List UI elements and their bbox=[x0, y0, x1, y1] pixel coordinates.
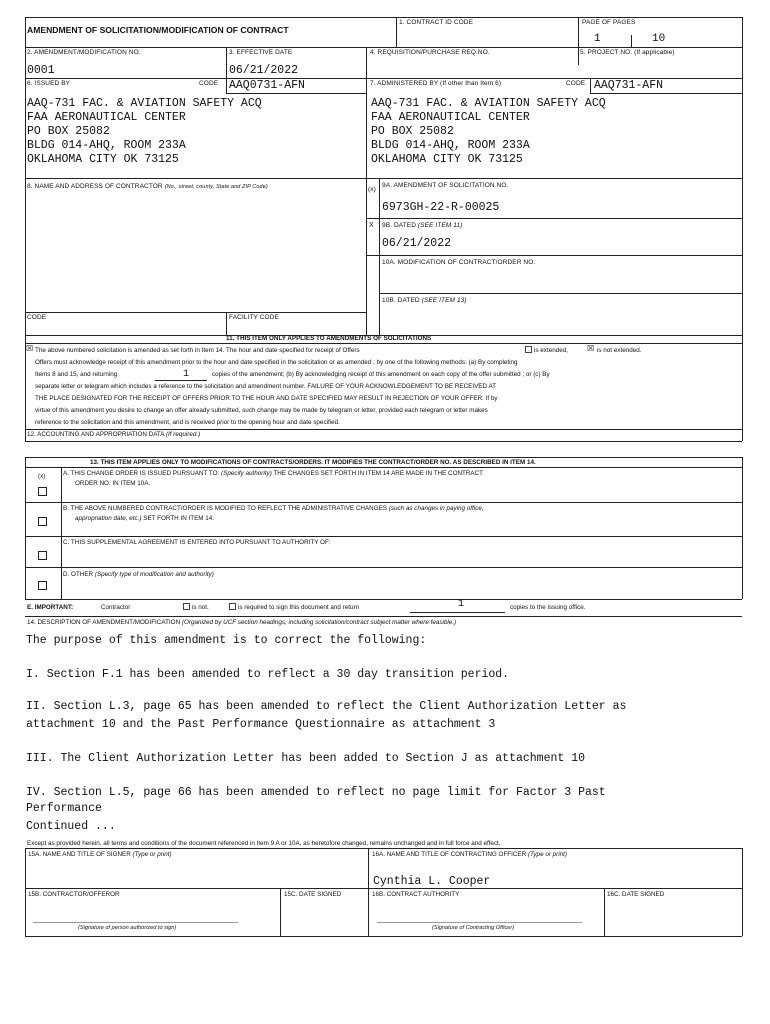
description-line: I. Section F.1 has been amended to reflect a 30 day transition period. bbox=[26, 668, 510, 681]
rule bbox=[226, 93, 366, 94]
amendment-no: 0001 bbox=[27, 64, 55, 77]
administered-by-line: PO BOX 25082 bbox=[371, 125, 454, 138]
rule bbox=[226, 47, 227, 93]
item11-line: reference to the solicitation and this amendment, and is received prior to the opening hour and date specified. bbox=[35, 419, 340, 426]
rule bbox=[379, 178, 380, 335]
option-a-authority-note: (Specify authority) bbox=[221, 470, 272, 477]
rule bbox=[742, 335, 743, 441]
option-c-line: C. THIS SUPPLEMENTAL AGREEMENT IS ENTERED INTO PURSUANT TO AUTHORITY OF: bbox=[63, 539, 331, 546]
officer-note: (Type or print) bbox=[527, 851, 568, 858]
option-a-line: A. THIS CHANGE ORDER IS ISSUED PURSUANT TO: (Specify authority) THE CHANGES SET FORTH IN ITEM 14 ARE MADE IN THE CONTRACT bbox=[63, 470, 484, 477]
rule bbox=[631, 35, 632, 47]
issued-by-code: AAQ0731-AFN bbox=[229, 79, 305, 92]
signer-note: (Type or print) bbox=[132, 851, 172, 858]
option-c-checkbox[interactable] bbox=[38, 551, 47, 560]
rule bbox=[25, 936, 742, 937]
rule bbox=[366, 255, 742, 256]
return-copies-count: 1 bbox=[458, 599, 465, 610]
rule bbox=[25, 312, 366, 313]
signature-person-caption: (Signature of person authorized to sign) bbox=[78, 925, 177, 931]
rule bbox=[25, 848, 26, 936]
officer-name: Cynthia L. Cooper bbox=[373, 875, 491, 888]
date-signed-15c-label: 15C. DATE SIGNED bbox=[284, 891, 342, 898]
return-copies-underline bbox=[410, 612, 505, 613]
accounting-label: 12. ACCOUNTING AND APPROPRIATION DATA (If required.) bbox=[27, 431, 201, 438]
page-of-pages-label: PAGE OF PAGES bbox=[582, 19, 636, 26]
item11-checkbox-amended[interactable]: ☒ bbox=[26, 344, 34, 353]
option-b-line: B. THE ABOVE NUMBERED CONTRACT/ORDER IS MODIFIED TO REFLECT THE ADMINISTRATIVE CHANGES (such as changes in paying office, bbox=[63, 505, 484, 512]
rule bbox=[742, 457, 743, 599]
rule bbox=[25, 848, 742, 849]
rule bbox=[379, 293, 742, 294]
signature-officer-caption: (Signature of Contracting Officer) bbox=[432, 925, 515, 931]
amendment-solicitation-label: 9A. AMENDMENT OF SOLICITATION NO. bbox=[382, 182, 509, 189]
rule bbox=[25, 457, 26, 599]
rule bbox=[25, 429, 742, 430]
is-not-checkbox[interactable] bbox=[183, 603, 190, 610]
rule bbox=[578, 17, 579, 65]
important-label: E. IMPORTANT: bbox=[27, 604, 74, 611]
date-signed-16c-label: 16C. DATE SIGNED bbox=[607, 891, 665, 898]
amendment-no-label: 2. AMENDMENT/MODIFICATION NO. bbox=[27, 49, 141, 56]
rule bbox=[25, 536, 742, 537]
description-label: 14. DESCRIPTION OF AMENDMENT/MODIFICATION (Organized by UCF section headings, including solicitation/contract subject matter where feasible.) bbox=[27, 619, 457, 626]
page-number: 1 bbox=[594, 33, 601, 45]
item11-line: Offers must acknowledge receipt of this amendment prior to the hour and date specified in the solicitation or as amended , by one of the following methods: (a) By completing bbox=[35, 359, 518, 366]
facility-code-label: FACILITY CODE bbox=[229, 314, 279, 321]
rule bbox=[25, 567, 742, 568]
copies-count: 1 bbox=[183, 369, 190, 380]
issued-by-line: AAQ-731 FAC. & AVIATION SAFETY ACQ bbox=[27, 97, 262, 110]
item11-line: Items 8 and 15, and returning bbox=[35, 371, 118, 378]
rule bbox=[280, 888, 281, 936]
form-title: AMENDMENT OF SOLICITATION/MODIFICATION OF CONTRACT bbox=[27, 25, 289, 35]
accounting-note: (If required.) bbox=[165, 431, 201, 438]
rule bbox=[25, 17, 396, 18]
description-line: II. Section L.3, page 65 has been amended to reflect the Client Authorization Letter as bbox=[26, 700, 627, 713]
description-line: The purpose of this amendment is to correct the following: bbox=[26, 634, 427, 647]
mod-dated-note: (SEE ITEM 13) bbox=[421, 297, 467, 304]
rule bbox=[25, 616, 742, 617]
not-extended-label: is not extended. bbox=[597, 347, 642, 354]
contractor-code-label: CODE bbox=[27, 314, 47, 321]
issued-by-line: BLDG 014-AHQ, ROOM 233A bbox=[27, 139, 186, 152]
item11-line: separate letter or telegram which includes a reference to the solicitation and amendment number. FAILURE OF YOUR ACKNOWLEDGEMENT TO BE RECEIVED AT bbox=[35, 383, 497, 390]
modification-label: 10A. MODIFICATION OF CONTRACT/ORDER NO. bbox=[382, 259, 536, 266]
page-count: 10 bbox=[652, 33, 666, 45]
rule bbox=[226, 312, 227, 335]
rule bbox=[604, 888, 605, 936]
rule bbox=[25, 17, 26, 335]
important-contractor: Contractor bbox=[101, 604, 131, 611]
requisition-label: 4. REQUISITION/PURCHASE REQ.NO. bbox=[370, 49, 490, 56]
option-b-line2: appropriation date, etc.) SET FORTH IN ITEM 14. bbox=[75, 515, 215, 522]
officer-label: 16A. NAME AND TITLE OF CONTRACTING OFFICER (Type or print) bbox=[372, 851, 568, 858]
option-b-note: (such as changes in paying office, bbox=[388, 505, 484, 512]
solicitation-no: 6973GH-22-R-00025 bbox=[382, 201, 500, 214]
rule bbox=[368, 848, 369, 936]
extended-label: is extended, bbox=[534, 347, 568, 354]
option-d-note: (Specify type of modification and authority) bbox=[94, 571, 214, 578]
option-b-checkbox[interactable] bbox=[38, 517, 47, 526]
rule bbox=[25, 457, 742, 458]
issued-by-line: PO BOX 25082 bbox=[27, 125, 110, 138]
administered-by-line: FAA AERONAUTICAL CENTER bbox=[371, 111, 530, 124]
rule bbox=[61, 467, 62, 599]
administered-by-label: 7. ADMINISTERED BY (If other than Item 6) bbox=[370, 80, 502, 87]
effective-date-label: 3. EFFECTIVE DATE bbox=[229, 49, 293, 56]
signature-line bbox=[33, 922, 238, 923]
rule bbox=[25, 599, 742, 600]
rule bbox=[366, 218, 742, 219]
rule bbox=[25, 502, 742, 503]
administered-by-line: AAQ-731 FAC. & AVIATION SAFETY ACQ bbox=[371, 97, 606, 110]
rule bbox=[396, 17, 742, 18]
issued-by-label: 6. ISSUED BY bbox=[27, 80, 71, 87]
rule bbox=[742, 17, 743, 335]
issued-by-line: OKLAHOMA CITY OK 73125 bbox=[27, 153, 179, 166]
description-line: Performance bbox=[26, 802, 102, 815]
description-line: Continued ... bbox=[26, 820, 116, 833]
is-not-label: is not. bbox=[192, 604, 209, 611]
description-line: III. The Client Authorization Letter has been added to Section J as attachment 10 bbox=[26, 752, 585, 765]
item13-x-label: (x) bbox=[38, 473, 46, 480]
option-a-checkbox[interactable] bbox=[38, 487, 47, 496]
item13-title: 13. THIS ITEM APPLIES ONLY TO MODIFICATIONS OF CONTRACTS/ORDERS. IT MODIFIES THE CONTRACT/ORDER NO. AS DESCRIBED IN ITEM 14. bbox=[90, 459, 536, 466]
return-copies-tail: copies to the issuing office. bbox=[510, 604, 586, 611]
contractor-offeror-label: 15B. CONTRACTOR/OFFEROR bbox=[28, 891, 120, 898]
rule bbox=[590, 78, 591, 93]
contractor-label-note: (No., street, county, State and ZIP Code) bbox=[164, 184, 268, 190]
except-clause: Except as provided herein, all terms and conditions of the document referenced in Item 9 A or 10A, as heretofore changed, remains unchanged and in full force and effect. bbox=[27, 840, 501, 847]
rule bbox=[25, 441, 742, 442]
item11-line: The above numbered solicitation is amended as set forth in Item 14. The hour and date specified for receipt of Offers bbox=[35, 347, 360, 354]
rule bbox=[25, 467, 742, 468]
option-a-line2: ORDER NO. IN ITEM 10A. bbox=[75, 480, 151, 487]
issued-by-line: FAA AERONAUTICAL CENTER bbox=[27, 111, 186, 124]
item11-line: copies of the amendment; (b) By acknowledging receipt of this amendment on each copy of the offer submitted ; or (c) By bbox=[212, 371, 550, 378]
x-column-label: (x) bbox=[368, 186, 376, 193]
dated-value: 06/21/2022 bbox=[382, 237, 452, 250]
administered-by-line: OKLAHOMA CITY OK 73125 bbox=[371, 153, 523, 166]
contractor-label: 8. NAME AND ADDRESS OF CONTRACTOR (No., street, county, State and ZIP Code) bbox=[27, 183, 268, 190]
item9-check-mark: X bbox=[369, 222, 374, 229]
project-no-label: 5. PROJECT NO. (If applicable) bbox=[580, 49, 675, 56]
option-d-checkbox[interactable] bbox=[38, 581, 47, 590]
contract-id-label: 1. CONTRACT ID CODE bbox=[399, 19, 474, 26]
item11-line: THE PLACE DESIGNATED FOR THE RECEIPT OF OFFERS PRIOR TO THE HOUR AND DATE SPECIFIED MAY RESULT IN REJECTION OF YOUR OFFER. If by bbox=[35, 395, 498, 402]
signer-label: 15A. NAME AND TITLE OF SIGNER (Type or print) bbox=[28, 851, 172, 858]
description-line: IV. Section L.5, page 66 has been amended to reflect no page limit for Factor 3 Past bbox=[26, 786, 606, 799]
option-d-line: D. OTHER (Specify type of modification and authority) bbox=[63, 571, 214, 578]
rule bbox=[25, 47, 742, 48]
rule bbox=[366, 47, 367, 335]
administered-by-line: BLDG 014-AHQ, ROOM 233A bbox=[371, 139, 530, 152]
is-required-label: is required to sign this document and return bbox=[238, 604, 360, 611]
rule bbox=[590, 93, 742, 94]
copies-underline bbox=[155, 380, 207, 381]
rule bbox=[25, 178, 742, 179]
administered-by-code-label: CODE bbox=[566, 80, 586, 87]
rule bbox=[25, 343, 742, 344]
description-line: attachment 10 and the Past Performance Questionnaire as attachment 3 bbox=[26, 718, 496, 731]
issued-by-code-label: CODE bbox=[199, 80, 219, 87]
item11-line: virtue of this amendment you desire to change an offer already submitted, such change may be made by telegram or letter, provided each telegram or letter makes bbox=[35, 407, 488, 414]
option-b-note2: appropriation date, etc.) bbox=[75, 515, 142, 522]
signature-line bbox=[377, 922, 582, 923]
is-required-checkbox[interactable] bbox=[229, 603, 236, 610]
rule bbox=[742, 848, 743, 936]
effective-date: 06/21/2022 bbox=[229, 64, 299, 77]
description-label-note: (Organized by UCF section headings, including solicitation/contract subject matter where feasible.) bbox=[181, 619, 457, 626]
not-extended-checkbox[interactable]: ☒ bbox=[587, 344, 595, 353]
extended-checkbox[interactable] bbox=[525, 346, 532, 353]
dated-note: (SEE ITEM 11) bbox=[417, 222, 463, 229]
item11-title: 11. THIS ITEM ONLY APPLIES TO AMENDMENTS OF SOLICITATIONS bbox=[226, 335, 432, 342]
mod-dated-label: 10B. DATED (SEE ITEM 13) bbox=[382, 297, 467, 304]
rule bbox=[25, 888, 742, 889]
contract-authority-label: 16B. CONTRACT AUTHORITY bbox=[372, 891, 460, 898]
rule bbox=[396, 17, 397, 47]
dated-label: 9B. DATED (SEE ITEM 11) bbox=[382, 222, 463, 229]
administered-by-code: AAQ731-AFN bbox=[594, 79, 664, 92]
